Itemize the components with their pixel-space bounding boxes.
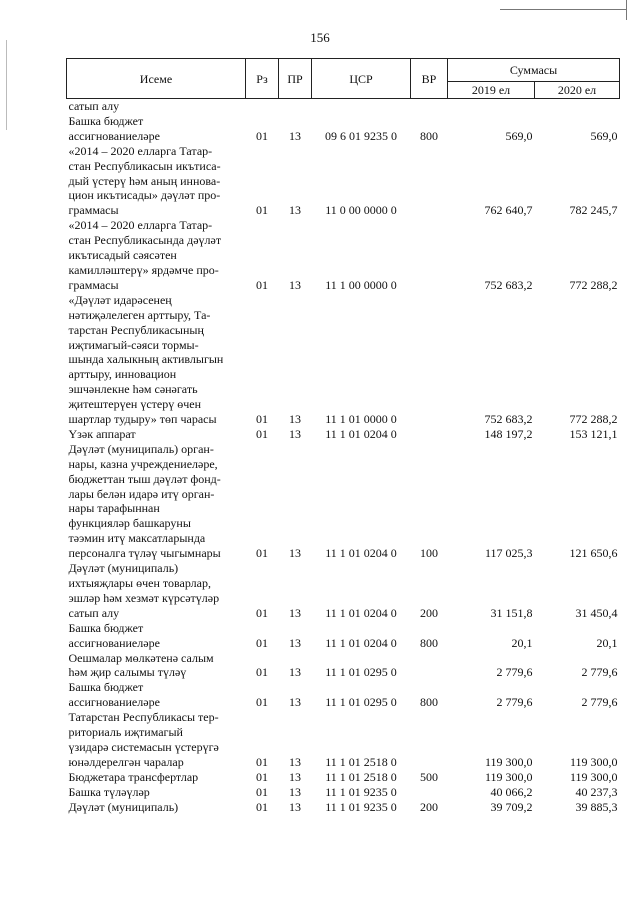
table-row (67, 770, 620, 785)
sum-2019-cell: 569,0 (505, 128, 533, 143)
sum-2019-cell: 117 025,3 (484, 546, 533, 561)
row-name-line: Башка бюджет (68, 680, 144, 695)
row-name-cell (67, 770, 246, 785)
row-name-line: персоналга түләү чыгымнары (68, 546, 221, 561)
sum-2020-cell: 2 779,6 (581, 665, 618, 680)
table-row (67, 114, 620, 144)
row-name-line: Башка түләүләр (68, 784, 150, 799)
sum-2019-cell: 762 640,7 (484, 203, 533, 218)
row-name-line: Башка бюджет (68, 620, 144, 635)
sum-2020-cell (535, 99, 620, 114)
vr-cell (411, 218, 448, 293)
header-csr: ЦСР (312, 59, 411, 99)
sum-2019-cell: 2 779,6 (496, 695, 533, 710)
pr-cell: 13 (289, 605, 301, 620)
row-name-line: Татарстан Республикасы тер- (68, 710, 219, 725)
rz-cell: 01 (256, 695, 268, 710)
vr-cell: 800 (420, 635, 438, 650)
row-name-line: граммасы (68, 203, 119, 218)
header-name: Исеме (67, 59, 246, 99)
table-row (67, 680, 620, 710)
rz-cell: 01 (256, 754, 268, 769)
vr-cell: 200 (420, 605, 438, 620)
pr-cell: 13 (289, 128, 301, 143)
row-name-line: эшчәнлекне һәм сәнәгать (68, 382, 198, 397)
row-name-line: ихтыяҗлары өчен товарлар, (68, 576, 211, 590)
row-name-line: иҗтимагый-сәяси тормы- (68, 337, 199, 352)
row-name-line: Оешмалар мөлкәтенә салым (68, 650, 214, 665)
sum-2020-cell: 569,0 (590, 128, 618, 143)
row-name-line: сатып алу (68, 99, 120, 113)
page-edge-left-mark (6, 40, 7, 130)
rz-cell: 01 (256, 203, 268, 218)
row-name-line: ассигнованиеләре (68, 695, 160, 710)
row-name-cell (67, 442, 246, 561)
table-row (67, 651, 620, 681)
row-name-line: арттыру, инновацион (68, 367, 177, 382)
csr-cell: 11 1 01 0295 0 (325, 665, 397, 680)
page-number: 156 (310, 30, 330, 45)
sum-2020-cell: 772 288,2 (569, 412, 618, 427)
row-name-line: тәэмин итү максатларында (68, 531, 206, 546)
sum-2020-cell: 2 779,6 (581, 695, 618, 710)
csr-cell: 11 1 01 0204 0 (325, 605, 397, 620)
sum-2019-cell: 148 197,2 (484, 426, 533, 441)
rz-cell: 01 (256, 769, 268, 784)
header-rz: Рз (246, 59, 279, 99)
row-name-line: юнәлдерелгән чаралар (68, 754, 184, 769)
row-name-line: «2014 – 2020 елларга Татар- (68, 143, 213, 158)
vr-cell (411, 293, 448, 427)
pr-cell (279, 99, 312, 114)
sum-2019-cell: 40 066,2 (490, 784, 533, 799)
row-name-cell (67, 561, 246, 621)
sum-2020-cell: 31 450,4 (575, 605, 618, 620)
row-name-cell (67, 710, 246, 770)
row-name-line: «Дәүләт идарәсенең (68, 292, 172, 307)
pr-cell: 13 (289, 695, 301, 710)
rz-cell: 01 (256, 799, 268, 814)
row-name-line: Үзәк аппарат (68, 426, 136, 441)
vr-cell: 800 (420, 695, 438, 710)
sum-2020-cell: 39 885,3 (575, 799, 618, 814)
row-name-line: «2014 – 2020 елларга Татар- (68, 218, 213, 233)
vr-cell (411, 710, 448, 770)
row-name-line: икътисадый сәясәтен (68, 248, 177, 263)
rz-cell: 01 (256, 665, 268, 680)
row-name-cell (67, 785, 246, 800)
row-name-line: риториаль иҗтимагый (68, 725, 183, 740)
row-name-line: нәтиҗәлелеген арттыру, Та- (68, 307, 211, 322)
rz-cell: 01 (256, 546, 268, 561)
sum-2019-cell: 39 709,2 (490, 799, 533, 814)
table-row (67, 144, 620, 219)
row-name-cell (67, 800, 246, 815)
row-name-line: Дәүләт (муниципаль) (68, 561, 179, 576)
sum-2020-cell: 119 300,0 (569, 754, 618, 769)
pr-cell: 13 (289, 277, 301, 292)
row-name-line: бюджеттан тыш дәүләт фонд- (68, 471, 221, 486)
header-sums: Суммасы (448, 59, 620, 82)
csr-cell: 11 1 01 2518 0 (325, 769, 397, 784)
sum-2020-cell: 772 288,2 (569, 277, 618, 292)
vr-cell (411, 785, 448, 800)
row-name-line: дый үстерү һәм аның иннова- (68, 173, 221, 188)
table-row (67, 99, 620, 114)
sum-2019-cell (448, 99, 535, 114)
header-pr: ПР (279, 59, 312, 99)
table-row (67, 785, 620, 800)
csr-cell: 11 1 01 0000 0 (325, 412, 397, 427)
table-row (67, 710, 620, 770)
row-name-line: җитештерүен үстерү өчен (68, 397, 202, 412)
pr-cell: 13 (289, 426, 301, 441)
rz-cell: 01 (256, 605, 268, 620)
row-name-line: стан Республикасында дәүләт (68, 233, 222, 248)
table-row (67, 442, 620, 561)
row-name-cell (67, 218, 246, 293)
csr-cell: 11 1 01 0204 0 (325, 635, 397, 650)
page-edge-top-horizontal (500, 9, 626, 10)
row-name-line: шында халыкның активлыгын (68, 352, 224, 367)
row-name-line: Башка бюджет (68, 113, 144, 128)
row-name-line: нары, казна учреждениеләре, (68, 456, 218, 471)
header-vr: ВР (411, 59, 448, 99)
header-year-2020: 2020 ел (535, 82, 620, 99)
row-name-line: цион икътисады» дәүләт про- (68, 188, 221, 203)
sum-2019-cell: 20,1 (511, 635, 533, 650)
rz-cell: 01 (256, 635, 268, 650)
page-edge-right-vertical (626, 0, 627, 20)
row-name-line: стан Республикасын икътиса- (68, 158, 221, 173)
row-name-line: һәм җир салымы түләү (68, 665, 187, 680)
rz-cell: 01 (256, 426, 268, 441)
sum-2020-cell: 40 237,3 (575, 784, 618, 799)
csr-cell: 11 1 01 9235 0 (325, 799, 397, 814)
table-row (67, 427, 620, 442)
rz-cell: 01 (256, 784, 268, 799)
csr-cell: 11 1 01 0204 0 (325, 546, 397, 561)
table-row (67, 218, 620, 293)
table-row (67, 561, 620, 621)
row-name-line: ассигнованиеләре (68, 128, 160, 143)
table-body (67, 99, 620, 815)
vr-cell (411, 99, 448, 114)
row-name-line: функцияләр башкаруны (68, 516, 191, 531)
row-name-line: Бюджетара трансфертлар (68, 769, 199, 784)
sum-2020-cell: 782 245,7 (569, 203, 618, 218)
row-name-line: камилләштерү» ярдәмче про- (68, 262, 219, 277)
pr-cell: 13 (289, 635, 301, 650)
rz-cell: 01 (256, 128, 268, 143)
row-name-cell (67, 680, 246, 710)
csr-cell: 09 6 01 9235 0 (325, 128, 397, 143)
vr-cell (411, 144, 448, 219)
vr-cell: 800 (420, 128, 438, 143)
header-year-2019: 2019 ел (448, 82, 535, 99)
sum-2019-cell: 31 151,8 (490, 605, 533, 620)
sum-2019-cell: 119 300,0 (484, 754, 533, 769)
budget-table (66, 58, 620, 815)
row-name-cell (67, 621, 246, 651)
csr-cell (312, 99, 411, 114)
pr-cell: 13 (289, 754, 301, 769)
vr-cell (411, 427, 448, 442)
pr-cell: 13 (289, 665, 301, 680)
row-name-cell (67, 651, 246, 681)
sum-2019-cell: 752 683,2 (484, 277, 533, 292)
sum-2020-cell: 20,1 (596, 635, 618, 650)
csr-cell: 11 1 01 2518 0 (325, 754, 397, 769)
sum-2020-cell: 119 300,0 (569, 769, 618, 784)
rz-cell: 01 (256, 277, 268, 292)
rz-cell (246, 99, 279, 114)
row-name-cell (67, 99, 246, 114)
row-name-line: ассигнованиеләре (68, 635, 160, 650)
row-name-cell (67, 144, 246, 219)
table-row (67, 293, 620, 427)
row-name-line: эшләр һәм хезмәт күрсәтүләр (68, 590, 220, 605)
csr-cell: 11 1 01 9235 0 (325, 784, 397, 799)
pr-cell: 13 (289, 799, 301, 814)
rz-cell: 01 (256, 412, 268, 427)
sum-2020-cell: 121 650,6 (569, 546, 618, 561)
row-name-line: шартлар тудыру» төп чарасы (68, 412, 217, 427)
row-name-cell (67, 114, 246, 144)
row-name-line: Дәүләт (муниципаль) (68, 799, 179, 814)
sum-2019-cell: 119 300,0 (484, 769, 533, 784)
row-name-line: Дәүләт (муниципаль) орган- (68, 441, 214, 456)
csr-cell: 11 1 00 0000 0 (325, 277, 397, 292)
vr-cell: 200 (420, 799, 438, 814)
pr-cell: 13 (289, 769, 301, 784)
sum-2020-cell: 153 121,1 (569, 426, 618, 441)
sum-2019-cell: 2 779,6 (496, 665, 533, 680)
sum-2019-cell: 752 683,2 (484, 412, 533, 427)
row-name-cell (67, 293, 246, 427)
csr-cell: 11 1 01 0204 0 (325, 426, 397, 441)
pr-cell: 13 (289, 203, 301, 218)
row-name-line: сатып алу (68, 605, 120, 620)
vr-cell: 500 (420, 769, 438, 784)
table-row (67, 800, 620, 815)
row-name-line: үзидарә системасын үстерүгә (68, 739, 219, 754)
csr-cell: 11 1 01 0295 0 (325, 695, 397, 710)
row-name-line: нары тарафыннан (68, 501, 160, 516)
csr-cell: 11 0 00 0000 0 (325, 203, 397, 218)
row-name-line: тарстан Республикасының (68, 322, 204, 337)
row-name-line: лары белән идарә итү орган- (68, 486, 215, 501)
row-name-line: граммасы (68, 277, 119, 292)
table-row (67, 621, 620, 651)
pr-cell: 13 (289, 784, 301, 799)
row-name-cell (67, 427, 246, 442)
pr-cell: 13 (289, 546, 301, 561)
vr-cell: 100 (420, 546, 438, 561)
pr-cell: 13 (289, 412, 301, 427)
vr-cell (411, 651, 448, 681)
